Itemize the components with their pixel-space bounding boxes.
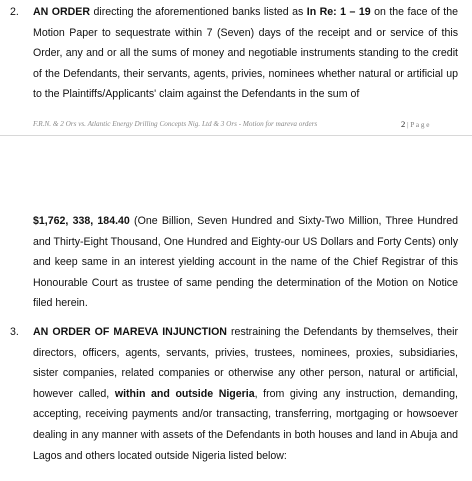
item-3-scope: within and outside Nigeria bbox=[114, 387, 255, 400]
footer-reference: F.R.N. & 2 Ors vs. Atlantic Energy Drilling Concepts Nig. Ltd & 3 Ors - Motion for mareva orders bbox=[33, 120, 318, 128]
page-break bbox=[0, 136, 472, 206]
footer-page-label: | P a g e bbox=[405, 121, 430, 129]
item-2-text-a: directing the aforementioned banks listed as bbox=[90, 6, 307, 18]
item-2-range: In Re: 1 – 19 bbox=[306, 6, 371, 18]
item-3-text-a: restraining the Defendants by themselves, their directors, officers, agents, servants, privies, trustees, nominees, proxies, subsidiaries, sister companies, related companies or otherwise any other person, natural or artificial, however called, bbox=[33, 326, 458, 400]
item-2-paragraph bbox=[33, 2, 458, 105]
item-3-number: 3. bbox=[10, 326, 19, 338]
footer-page-indicator bbox=[401, 113, 429, 136]
item-2-text-b: on the face of the Motion Paper to sequestrate within 7 (Seven) days of the receipt and or service of this Order, any and or all the sums of money and negotiable instruments standing to the credit of the Defendants, their servants, agents, privies, nominees whether natural or artificial up to the Plaintiffs/Applicants' claim against the Defendants in the sum of bbox=[33, 6, 458, 101]
item-2-lead: AN ORDER bbox=[33, 6, 91, 18]
item-2-continuation bbox=[33, 211, 458, 314]
claim-amount: $1,762, 338, 184.40 bbox=[33, 215, 130, 227]
page-footer bbox=[0, 113, 472, 136]
item-3-paragraph bbox=[33, 322, 458, 466]
footer-page-number: 2 bbox=[401, 119, 406, 129]
claim-amount-words: (One Billion, Seven Hundred and Sixty-Two Million, Three Hundred and Thirty-Eight Thousand, One Hundred and Eighty-our US Dollars and Forty Cents) only and keep same in an interest yielding account in the name of the Chief Registrar of this Honourable Court as trustee of same pending the determination of the Motion on Notice filed herein. bbox=[33, 215, 458, 310]
item-3-lead: AN ORDER OF MAREVA INJUNCTION bbox=[33, 326, 227, 338]
item-3-text-b: , from giving any instruction, demanding, accepting, receiving payments and/or transacting, transferring, mortgaging or howsoever dealing in any manner with assets of the Defendants in both houses and land in Abuja and Lagos and others located outside Nigeria listed below: bbox=[33, 387, 459, 462]
item-2-number: 2. bbox=[10, 6, 19, 18]
